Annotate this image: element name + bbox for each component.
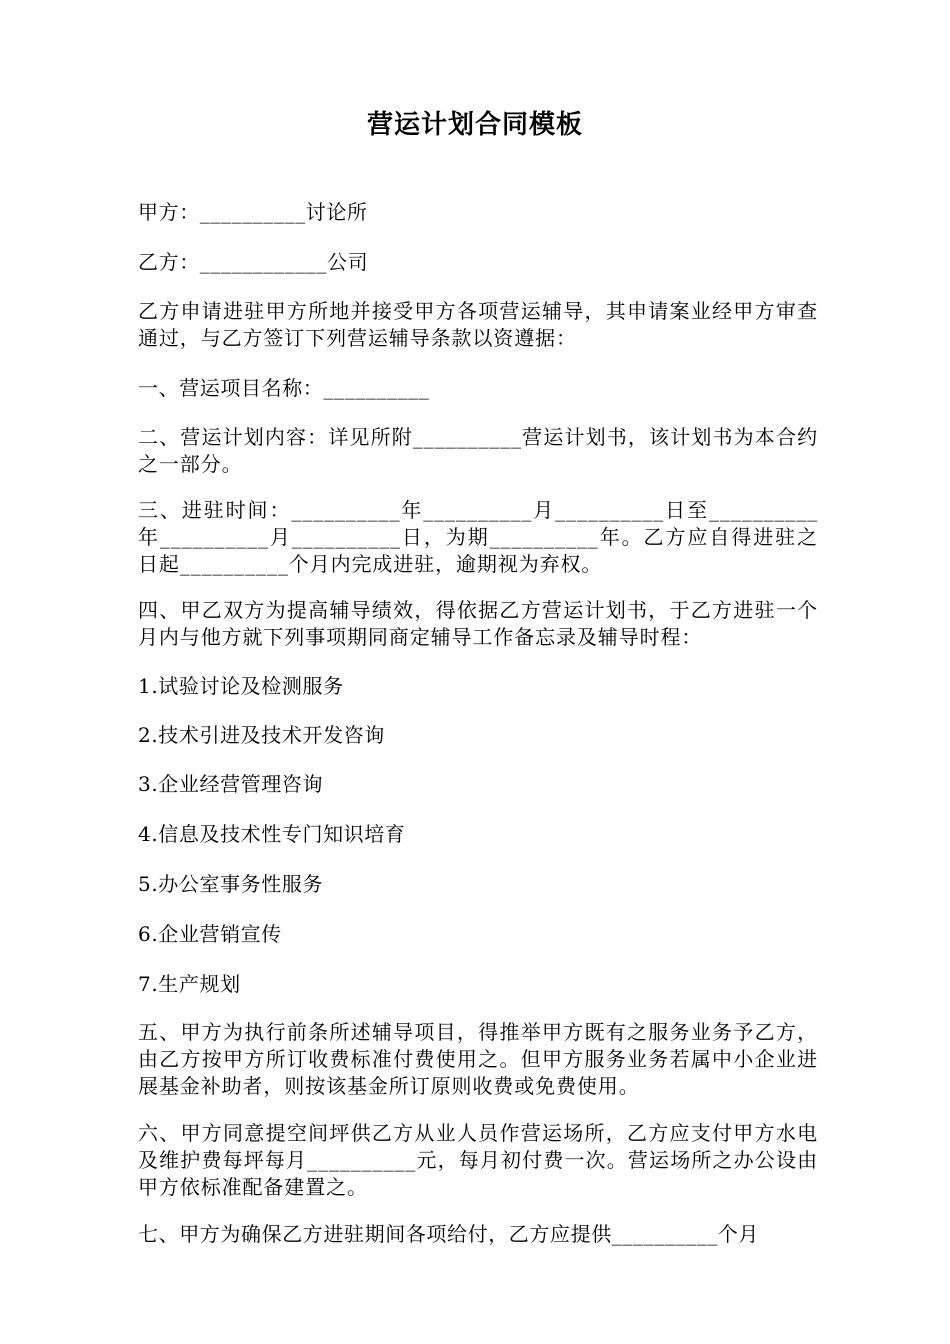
- clause-3: 三、进驻时间：__________年__________月__________日至__________年__________月__________日，为期__________年。乙方应自得进驻之日起__________个月内完成进驻，逾期视为弃权。: [138, 498, 818, 576]
- clause-1: 一、营运项目名称：__________: [138, 376, 430, 400]
- clause-5: 五、甲方为执行前条所述辅导项目，得推举甲方既有之服务业务予乙方，由乙方按甲方所订收费标准付费使用之。但甲方服务业务若属中小企业进展基金补助者，则按该基金所订原则收费或免费使用。: [138, 1020, 818, 1098]
- party-b-line: 乙方：____________公司: [138, 250, 369, 274]
- clause-2: 二、营运计划内容：详见所附__________营运计划书，该计划书为本合约之一部分。: [138, 425, 818, 476]
- clause-7: 七、甲方为确保乙方进驻期间各项给付，乙方应提供__________个月: [138, 1222, 759, 1246]
- list-item: 2.技术引进及技术开发咨询: [138, 723, 385, 747]
- list-item: 7.生产规划: [138, 972, 241, 996]
- list-item: 4.信息及技术性专门知识培育: [138, 822, 406, 846]
- clause-4: 四、甲乙双方为提高辅导绩效，得依据乙方营运计划书，于乙方进驻一个月内与他方就下列事项期同商定辅导工作备忘录及辅导时程：: [138, 598, 818, 649]
- list-item: 1.试验讨论及检测服务: [138, 674, 344, 698]
- list-item: 6.企业营销宣传: [138, 922, 282, 946]
- document-title: 营运计划合同模板: [366, 110, 583, 140]
- list-item: 3.企业经营管理咨询: [138, 772, 324, 796]
- party-a-line: 甲方：__________讨论所: [138, 200, 368, 224]
- intro-paragraph: 乙方申请进驻甲方所地并接受甲方各项营运辅导，其申请案业经甲方审查通过，与乙方签订下列营运辅导条款以资遵据：: [138, 299, 818, 350]
- clause-6: 六、甲方同意提空间坪供乙方从业人员作营运场所，乙方应支付甲方水电及维护费每坪每月__________元，每月初付费一次。营运场所之办公设由甲方依标准配备建置之。: [138, 1121, 818, 1199]
- list-item: 5.办公室事务性服务: [138, 872, 324, 896]
